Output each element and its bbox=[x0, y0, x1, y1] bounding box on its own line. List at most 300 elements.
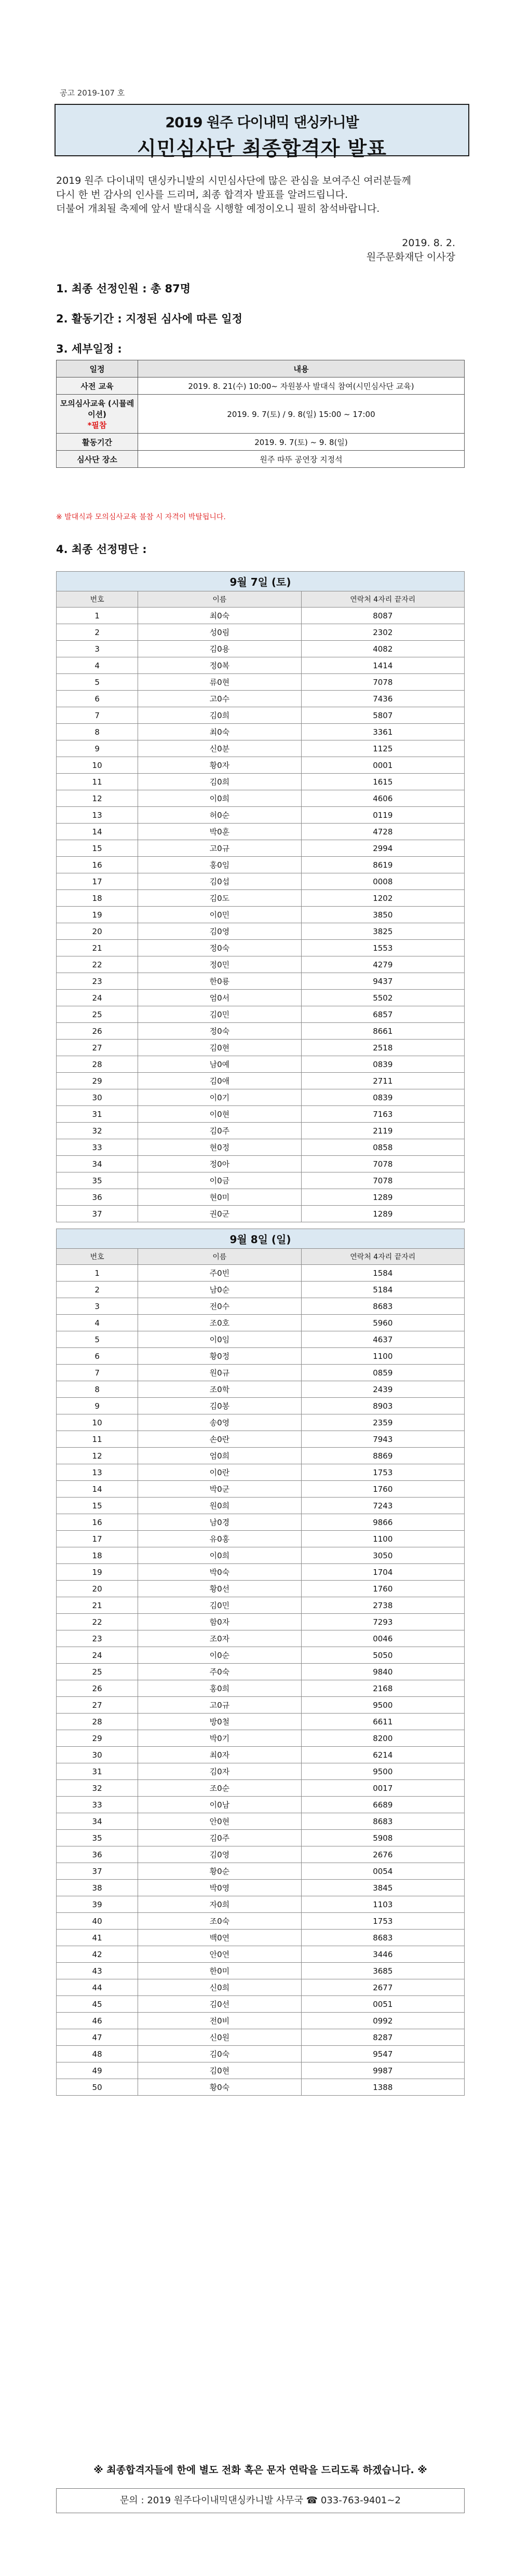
row-number: 46 bbox=[57, 2013, 138, 2029]
row-name: 홍0희 bbox=[138, 1680, 301, 1697]
row-phone: 0992 bbox=[301, 2013, 464, 2029]
table-row bbox=[57, 824, 465, 840]
table-row bbox=[57, 1464, 465, 1481]
row-name: 이0금 bbox=[138, 1172, 301, 1189]
row-name: 이0란 bbox=[138, 1464, 301, 1481]
row-phone: 0051 bbox=[301, 1996, 464, 2013]
row-name: 방0철 bbox=[138, 1714, 301, 1730]
row-number: 38 bbox=[57, 1880, 138, 1896]
row-number: 4 bbox=[57, 657, 138, 674]
row-phone: 2677 bbox=[301, 1979, 464, 1996]
row-phone: 0008 bbox=[301, 873, 464, 890]
row-number: 3 bbox=[57, 1298, 138, 1315]
table-row bbox=[57, 857, 465, 873]
row-phone: 3825 bbox=[301, 923, 464, 940]
row-number: 28 bbox=[57, 1714, 138, 1730]
table-row bbox=[57, 1896, 465, 1913]
column-header-phone: 연락처 4자리 끝자리 bbox=[301, 1249, 464, 1265]
row-number: 8 bbox=[57, 724, 138, 740]
row-phone: 0839 bbox=[301, 1056, 464, 1073]
row-name: 전0비 bbox=[138, 2013, 301, 2029]
schedule-warning: ※ 발대식과 모의심사교육 불참 시 자격이 박탈됩니다. bbox=[56, 513, 226, 521]
row-phone: 5908 bbox=[301, 1830, 464, 1846]
table-row bbox=[57, 1946, 465, 1963]
row-phone: 8869 bbox=[301, 1448, 464, 1464]
row-phone: 1289 bbox=[301, 1189, 464, 1206]
row-phone: 1760 bbox=[301, 1581, 464, 1597]
table-row bbox=[57, 2046, 465, 2062]
title-banner bbox=[55, 104, 469, 160]
schedule-content: 2019. 9. 7(토) / 9. 8(일) 15:00 ~ 17:00 bbox=[138, 395, 465, 434]
table-row bbox=[57, 1813, 465, 1830]
row-number: 35 bbox=[57, 1172, 138, 1189]
row-phone: 2359 bbox=[301, 1414, 464, 1431]
row-number: 29 bbox=[57, 1073, 138, 1089]
day-title: 9월 8일 (일) bbox=[57, 1229, 465, 1249]
row-name: 박0훈 bbox=[138, 824, 301, 840]
row-number: 12 bbox=[57, 1448, 138, 1464]
row-phone: 2439 bbox=[301, 1381, 464, 1398]
table-row bbox=[57, 1514, 465, 1531]
column-header-no: 번호 bbox=[57, 591, 138, 608]
row-phone: 5184 bbox=[301, 1282, 464, 1298]
table-row bbox=[57, 907, 465, 923]
row-number: 27 bbox=[57, 1697, 138, 1714]
schedule-label: 모의심사교육 (시뮬레이션) bbox=[60, 398, 134, 419]
row-name: 김0현 bbox=[138, 2062, 301, 2079]
row-name: 이0기 bbox=[138, 1089, 301, 1106]
row-name: 황0자 bbox=[138, 757, 301, 774]
schedule-content: 원주 따뚜 공연장 지정석 bbox=[138, 451, 465, 468]
column-header-no: 번호 bbox=[57, 1249, 138, 1265]
day-title-row bbox=[57, 1229, 465, 1249]
row-number: 19 bbox=[57, 1564, 138, 1581]
row-number: 14 bbox=[57, 824, 138, 840]
schedule-row bbox=[57, 395, 465, 434]
row-phone: 8287 bbox=[301, 2029, 464, 2046]
row-name: 송0영 bbox=[138, 1414, 301, 1431]
row-number: 40 bbox=[57, 1913, 138, 1930]
schedule-header bbox=[57, 360, 465, 377]
row-number: 4 bbox=[57, 1315, 138, 1331]
row-number: 7 bbox=[57, 707, 138, 724]
row-number: 8 bbox=[57, 1381, 138, 1398]
row-name: 유0홍 bbox=[138, 1531, 301, 1547]
row-name: 신0희 bbox=[138, 1979, 301, 1996]
row-number: 22 bbox=[57, 1614, 138, 1630]
row-phone: 0054 bbox=[301, 1863, 464, 1880]
row-number: 5 bbox=[57, 1331, 138, 1348]
row-number: 20 bbox=[57, 1581, 138, 1597]
table-row bbox=[57, 1498, 465, 1514]
row-name: 박0군 bbox=[138, 1481, 301, 1498]
row-phone: 4606 bbox=[301, 790, 464, 807]
row-number: 27 bbox=[57, 1040, 138, 1056]
table-row bbox=[57, 624, 465, 641]
row-name: 안0연 bbox=[138, 1946, 301, 1963]
schedule-label: 활동기간 bbox=[57, 434, 138, 451]
table-row bbox=[57, 1156, 465, 1172]
row-phone: 0839 bbox=[301, 1089, 464, 1106]
row-phone: 8683 bbox=[301, 1930, 464, 1946]
row-phone: 9500 bbox=[301, 1763, 464, 1780]
row-phone: 1704 bbox=[301, 1564, 464, 1581]
row-name: 김0희 bbox=[138, 774, 301, 790]
table-row bbox=[57, 873, 465, 890]
row-number: 22 bbox=[57, 956, 138, 973]
row-phone: 4728 bbox=[301, 824, 464, 840]
page-title: 시민심사단 최종합격자 발표 bbox=[137, 137, 387, 160]
table-row bbox=[57, 2029, 465, 2046]
row-name: 이0희 bbox=[138, 1547, 301, 1564]
row-phone: 1125 bbox=[301, 740, 464, 757]
footer-notice: ※ 최종합격자들에 한에 별도 전화 혹은 문자 연락을 드리도록 하겠습니다. ※ bbox=[93, 2464, 427, 2476]
table-row bbox=[57, 1647, 465, 1664]
row-number: 33 bbox=[57, 1139, 138, 1156]
row-name: 손0란 bbox=[138, 1431, 301, 1448]
table-row bbox=[57, 1398, 465, 1414]
row-number: 7 bbox=[57, 1365, 138, 1381]
table-row bbox=[57, 807, 465, 824]
row-name: 현0미 bbox=[138, 1189, 301, 1206]
row-name: 안0현 bbox=[138, 1813, 301, 1830]
schedule-header-content: 내용 bbox=[138, 360, 465, 377]
table-row bbox=[57, 1597, 465, 1614]
table-row bbox=[57, 774, 465, 790]
row-number: 36 bbox=[57, 1189, 138, 1206]
row-phone: 7078 bbox=[301, 1172, 464, 1189]
row-phone: 3685 bbox=[301, 1963, 464, 1979]
row-phone: 7163 bbox=[301, 1106, 464, 1123]
row-number: 14 bbox=[57, 1481, 138, 1498]
row-phone: 9987 bbox=[301, 2062, 464, 2079]
row-number: 29 bbox=[57, 1730, 138, 1747]
table-row bbox=[57, 1481, 465, 1498]
row-name: 허0순 bbox=[138, 807, 301, 824]
row-number: 30 bbox=[57, 1747, 138, 1763]
row-number: 11 bbox=[57, 774, 138, 790]
row-phone: 1753 bbox=[301, 1464, 464, 1481]
row-name: 남0예 bbox=[138, 1056, 301, 1073]
row-phone: 8087 bbox=[301, 608, 464, 624]
row-number: 24 bbox=[57, 1647, 138, 1664]
row-name: 김0봉 bbox=[138, 1398, 301, 1414]
row-number: 32 bbox=[57, 1123, 138, 1139]
row-name: 정0숙 bbox=[138, 1023, 301, 1040]
row-number: 6 bbox=[57, 1348, 138, 1365]
table-row bbox=[57, 1331, 465, 1348]
row-name: 원0규 bbox=[138, 1365, 301, 1381]
table-row bbox=[57, 757, 465, 774]
row-name: 엄0서 bbox=[138, 990, 301, 1006]
row-name: 김0도 bbox=[138, 890, 301, 907]
row-phone: 9866 bbox=[301, 1514, 464, 1531]
row-name: 김0선 bbox=[138, 1996, 301, 2013]
row-name: 엄0희 bbox=[138, 1448, 301, 1464]
table-row bbox=[57, 1830, 465, 1846]
table-row bbox=[57, 1123, 465, 1139]
schedule-row bbox=[57, 434, 465, 451]
row-number: 21 bbox=[57, 940, 138, 956]
row-name: 김0용 bbox=[138, 641, 301, 657]
schedule-content: 2019. 8. 21(수) 10:00~ 자원봉사 발대식 참여(시민심사단 교육) bbox=[138, 377, 465, 395]
row-phone: 1100 bbox=[301, 1348, 464, 1365]
row-name: 정0민 bbox=[138, 956, 301, 973]
table-row bbox=[57, 1073, 465, 1089]
table-row bbox=[57, 1963, 465, 1979]
table-row bbox=[57, 1348, 465, 1365]
row-phone: 6857 bbox=[301, 1006, 464, 1023]
row-name: 조0순 bbox=[138, 1780, 301, 1797]
table-row bbox=[57, 1846, 465, 1863]
row-name: 박0기 bbox=[138, 1730, 301, 1747]
row-name: 김0영 bbox=[138, 923, 301, 940]
row-phone: 6214 bbox=[301, 1747, 464, 1763]
table-row bbox=[57, 1697, 465, 1714]
row-number: 9 bbox=[57, 740, 138, 757]
row-name: 한0룡 bbox=[138, 973, 301, 990]
table-row bbox=[57, 2013, 465, 2029]
row-phone: 4637 bbox=[301, 1331, 464, 1348]
row-phone: 7078 bbox=[301, 674, 464, 691]
table-row bbox=[57, 608, 465, 624]
row-name: 이0임 bbox=[138, 1331, 301, 1348]
row-phone: 7078 bbox=[301, 1156, 464, 1172]
row-number: 45 bbox=[57, 1996, 138, 2013]
row-phone: 5050 bbox=[301, 1647, 464, 1664]
row-number: 11 bbox=[57, 1431, 138, 1448]
row-phone: 1414 bbox=[301, 657, 464, 674]
row-name: 자0희 bbox=[138, 1896, 301, 1913]
row-name: 김0현 bbox=[138, 1040, 301, 1056]
table-row bbox=[57, 1797, 465, 1813]
row-number: 2 bbox=[57, 624, 138, 641]
day-title-row bbox=[57, 572, 465, 591]
table-row bbox=[57, 1747, 465, 1763]
row-phone: 0046 bbox=[301, 1630, 464, 1647]
row-name: 주0빈 bbox=[138, 1265, 301, 1282]
row-name: 고0규 bbox=[138, 1697, 301, 1714]
table-row bbox=[57, 1547, 465, 1564]
row-phone: 9840 bbox=[301, 1664, 464, 1680]
table-row bbox=[57, 1431, 465, 1448]
row-number: 18 bbox=[57, 1547, 138, 1564]
row-name: 정0복 bbox=[138, 657, 301, 674]
table-row bbox=[57, 724, 465, 740]
row-name: 권0군 bbox=[138, 1206, 301, 1222]
row-number: 37 bbox=[57, 1206, 138, 1222]
row-name: 황0순 bbox=[138, 1863, 301, 1880]
column-header-phone: 연락처 4자리 끝자리 bbox=[301, 591, 464, 608]
row-number: 10 bbox=[57, 1414, 138, 1431]
table-row bbox=[57, 1979, 465, 1996]
row-name: 성0림 bbox=[138, 624, 301, 641]
row-phone: 0001 bbox=[301, 757, 464, 774]
row-number: 25 bbox=[57, 1006, 138, 1023]
row-phone: 2302 bbox=[301, 624, 464, 641]
column-header-row bbox=[57, 591, 465, 608]
row-name: 원0희 bbox=[138, 1498, 301, 1514]
row-phone: 2711 bbox=[301, 1073, 464, 1089]
row-number: 17 bbox=[57, 1531, 138, 1547]
row-number: 19 bbox=[57, 907, 138, 923]
day2-table bbox=[56, 1229, 465, 2096]
row-number: 16 bbox=[57, 857, 138, 873]
row-number: 24 bbox=[57, 990, 138, 1006]
row-number: 36 bbox=[57, 1846, 138, 1863]
table-row bbox=[57, 1089, 465, 1106]
schedule-row bbox=[57, 451, 465, 468]
row-number: 33 bbox=[57, 1797, 138, 1813]
table-row bbox=[57, 1106, 465, 1123]
row-number: 47 bbox=[57, 2029, 138, 2046]
row-name: 주0숙 bbox=[138, 1664, 301, 1680]
table-row bbox=[57, 1282, 465, 1298]
table-row bbox=[57, 1996, 465, 2013]
row-name: 이0희 bbox=[138, 790, 301, 807]
row-phone: 0119 bbox=[301, 807, 464, 824]
table-row bbox=[57, 1448, 465, 1464]
row-number: 48 bbox=[57, 2046, 138, 2062]
row-name: 김0자 bbox=[138, 1763, 301, 1780]
row-number: 13 bbox=[57, 807, 138, 824]
schedule-row bbox=[57, 377, 465, 395]
row-number: 18 bbox=[57, 890, 138, 907]
row-number: 21 bbox=[57, 1597, 138, 1614]
row-phone: 0859 bbox=[301, 1365, 464, 1381]
row-name: 조0자 bbox=[138, 1630, 301, 1647]
row-number: 17 bbox=[57, 873, 138, 890]
row-number: 31 bbox=[57, 1106, 138, 1123]
table-row bbox=[57, 790, 465, 807]
row-phone: 5807 bbox=[301, 707, 464, 724]
table-row bbox=[57, 1564, 465, 1581]
row-phone: 1615 bbox=[301, 774, 464, 790]
schedule-label-note: *필참 bbox=[87, 420, 107, 430]
schedule-label: 심사단 장소 bbox=[57, 451, 138, 468]
row-phone: 3361 bbox=[301, 724, 464, 740]
row-name: 황0선 bbox=[138, 1581, 301, 1597]
row-name: 김0주 bbox=[138, 1123, 301, 1139]
contact-box: 문의 : 2019 원주다이내믹댄싱카니발 사무국 ☎ 033-763-9401~2 bbox=[56, 2488, 465, 2513]
table-row bbox=[57, 740, 465, 757]
row-name: 이0현 bbox=[138, 1106, 301, 1123]
row-number: 9 bbox=[57, 1398, 138, 1414]
intro-line: 2019 원주 다이내믹 댄싱카니발의 시민심사단에 많은 관심을 보여주신 여러분들께 bbox=[56, 175, 411, 186]
row-name: 정0아 bbox=[138, 1156, 301, 1172]
row-number: 23 bbox=[57, 973, 138, 990]
row-phone: 9500 bbox=[301, 1697, 464, 1714]
table-row bbox=[57, 1315, 465, 1331]
row-name: 현0정 bbox=[138, 1139, 301, 1156]
table-row bbox=[57, 1139, 465, 1156]
intro-line: 더불어 개최될 축제에 앞서 발대식을 시행할 예정이오니 필히 참석바랍니다. bbox=[56, 203, 380, 214]
row-name: 김0숙 bbox=[138, 2046, 301, 2062]
row-name: 백0연 bbox=[138, 1930, 301, 1946]
issue-block bbox=[367, 236, 455, 264]
section-activity-period: 2. 활동기간 : 지정된 심사에 따른 일정 bbox=[56, 313, 242, 325]
issuer: 원주문화재단 이사장 bbox=[366, 251, 455, 263]
row-name: 김0섭 bbox=[138, 873, 301, 890]
row-name: 류0현 bbox=[138, 674, 301, 691]
row-name: 김0민 bbox=[138, 1597, 301, 1614]
table-row bbox=[57, 1023, 465, 1040]
table-row bbox=[57, 1414, 465, 1431]
row-phone: 1289 bbox=[301, 1206, 464, 1222]
notice-number: 공고 2019-107 호 bbox=[60, 88, 125, 98]
row-name: 황0정 bbox=[138, 1348, 301, 1365]
table-row bbox=[57, 1581, 465, 1597]
event-title: 2019 원주 다이내믹 댄싱카니발 bbox=[165, 115, 359, 131]
table-row bbox=[57, 1863, 465, 1880]
table-row bbox=[57, 1880, 465, 1896]
table-row bbox=[57, 1614, 465, 1630]
table-row bbox=[57, 1780, 465, 1797]
row-number: 16 bbox=[57, 1514, 138, 1531]
row-number: 1 bbox=[57, 608, 138, 624]
row-phone: 4279 bbox=[301, 956, 464, 973]
row-phone: 8683 bbox=[301, 1298, 464, 1315]
row-name: 김0민 bbox=[138, 1006, 301, 1023]
table-row bbox=[57, 890, 465, 907]
row-name: 김0애 bbox=[138, 1073, 301, 1089]
row-name: 최0자 bbox=[138, 1747, 301, 1763]
row-name: 이0남 bbox=[138, 1797, 301, 1813]
row-phone: 8661 bbox=[301, 1023, 464, 1040]
table-row bbox=[57, 1006, 465, 1023]
row-number: 44 bbox=[57, 1979, 138, 1996]
table-row bbox=[57, 1365, 465, 1381]
table-row bbox=[57, 1730, 465, 1747]
row-number: 42 bbox=[57, 1946, 138, 1963]
row-name: 최0숙 bbox=[138, 724, 301, 740]
table-row bbox=[57, 940, 465, 956]
row-phone: 7436 bbox=[301, 691, 464, 707]
row-number: 30 bbox=[57, 1089, 138, 1106]
row-phone: 2738 bbox=[301, 1597, 464, 1614]
column-header-row bbox=[57, 1249, 465, 1265]
row-phone: 0017 bbox=[301, 1780, 464, 1797]
row-phone: 0858 bbox=[301, 1139, 464, 1156]
row-number: 2 bbox=[57, 1282, 138, 1298]
row-phone: 1100 bbox=[301, 1531, 464, 1547]
row-number: 35 bbox=[57, 1830, 138, 1846]
table-row bbox=[57, 840, 465, 857]
row-name: 조0숙 bbox=[138, 1913, 301, 1930]
row-phone: 2676 bbox=[301, 1846, 464, 1863]
row-phone: 4082 bbox=[301, 641, 464, 657]
row-phone: 6689 bbox=[301, 1797, 464, 1813]
row-phone: 1202 bbox=[301, 890, 464, 907]
table-row bbox=[57, 707, 465, 724]
table-row bbox=[57, 2079, 465, 2096]
row-name: 이0순 bbox=[138, 1647, 301, 1664]
section-final-list: 4. 최종 선정명단 : bbox=[56, 543, 147, 556]
row-number: 31 bbox=[57, 1763, 138, 1780]
row-number: 28 bbox=[57, 1056, 138, 1073]
row-number: 49 bbox=[57, 2062, 138, 2079]
row-phone: 2994 bbox=[301, 840, 464, 857]
row-name: 신0원 bbox=[138, 2029, 301, 2046]
schedule-table bbox=[56, 360, 465, 468]
table-row bbox=[57, 1664, 465, 1680]
row-phone: 3446 bbox=[301, 1946, 464, 1963]
row-number: 5 bbox=[57, 674, 138, 691]
row-name: 정0숙 bbox=[138, 940, 301, 956]
row-number: 12 bbox=[57, 790, 138, 807]
row-number: 37 bbox=[57, 1863, 138, 1880]
column-header-name: 이름 bbox=[138, 1249, 301, 1265]
